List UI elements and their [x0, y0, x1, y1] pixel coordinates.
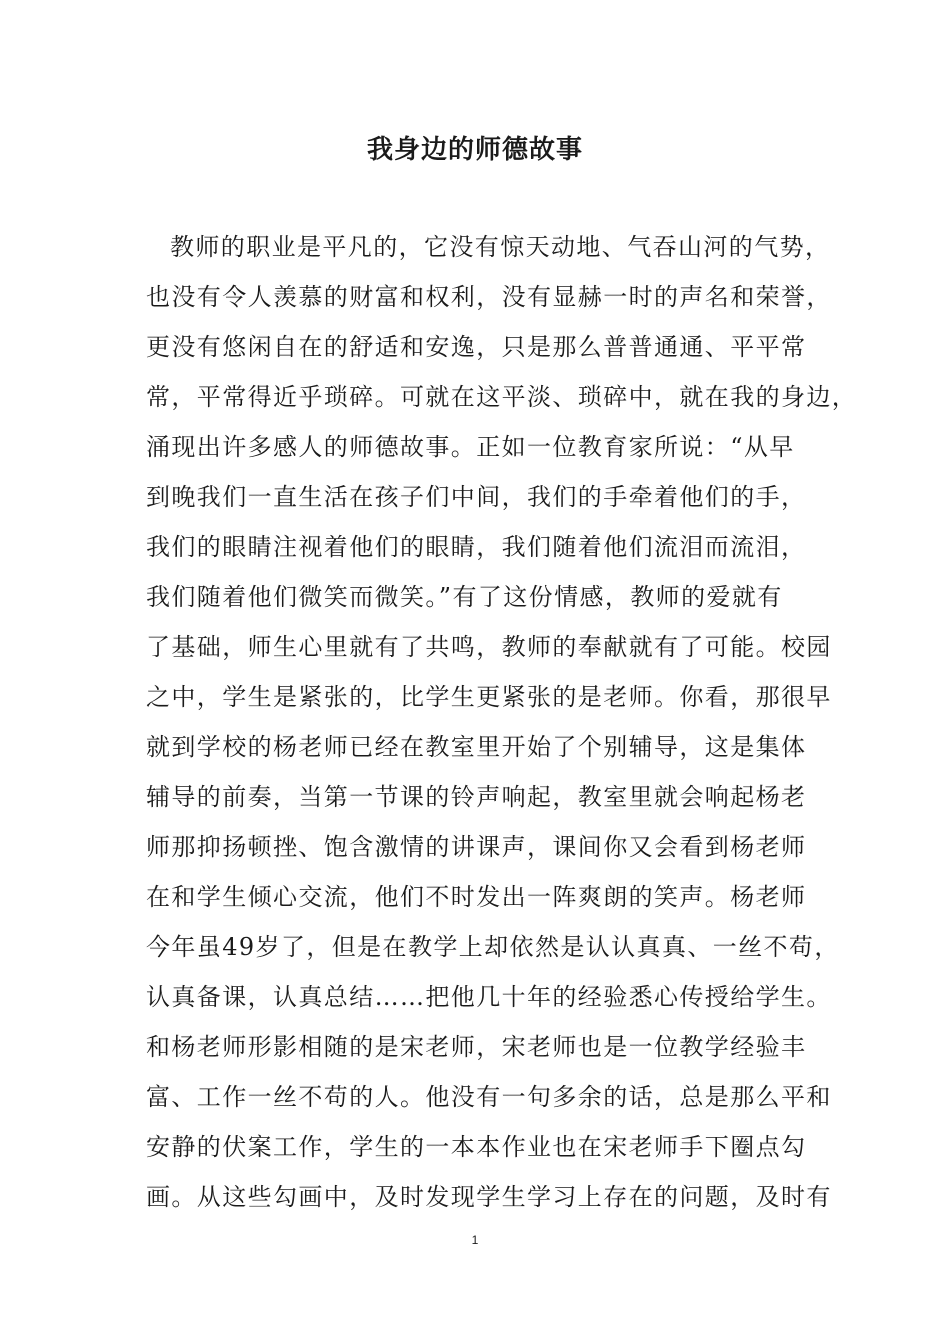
- paragraph-line-7: 我们的眼睛注视着他们的眼睛，我们随着他们流泪而流泪，: [146, 533, 807, 561]
- paragraph-line-16: 认真备课，认真总结……把他几十年的经验悉心传授给学生。: [146, 983, 832, 1011]
- paragraph-line-8: 我们随着他们微笑而微笑。”有了这份情感，教师的爱就有: [146, 583, 783, 611]
- paragraph-line-19: 安静的伏案工作，学生的一本本作业也在宋老师手下圈点勾: [146, 1133, 807, 1161]
- paragraph-line-1: 教师的职业是平凡的，它没有惊天动地、气吞山河的气势，: [170, 233, 831, 261]
- page-number: 1: [471, 1233, 479, 1247]
- paragraph-line-17: 和杨老师形影相随的是宋老师，宋老师也是一位教学经验丰: [146, 1033, 807, 1061]
- paragraph-line-11: 就到学校的杨老师已经在教室里开始了个别辅导，这是集体: [146, 733, 807, 761]
- paragraph-line-6: 到晚我们一直生活在孩子们中间，我们的手牵着他们的手，: [146, 483, 807, 511]
- paragraph-line-2: 也没有令人羡慕的财富和权利，没有显赫一时的声名和荣誉，: [146, 283, 832, 311]
- paragraph-line-14: 在和学生倾心交流，他们不时发出一阵爽朗的笑声。杨老师: [146, 883, 807, 911]
- paragraph-line-5: 涌现出许多感人的师德故事。正如一位教育家所说：“从早: [146, 433, 795, 461]
- document-body: [146, 222, 858, 1222]
- document-title: 我身边的师德故事: [366, 135, 583, 165]
- paragraph-line-18: 富、工作一丝不苟的人。他没有一句多余的话，总是那么平和: [146, 1083, 832, 1111]
- paragraph-line-13: 师那抑扬顿挫、饱含激情的讲课声，课间你又会看到杨老师: [146, 833, 807, 861]
- paragraph-line-20: 画。从这些勾画中，及时发现学生学习上存在的问题，及时有: [146, 1183, 832, 1211]
- paragraph-line-12: 辅导的前奏，当第一节课的铃声响起，教室里就会响起杨老: [146, 783, 807, 811]
- paragraph-line-4: 常，平常得近乎琐碎。可就在这平淡、琐碎中，就在我的身边，: [146, 383, 858, 411]
- paragraph-line-3: 更没有悠闲自在的舒适和安逸，只是那么普普通通、平平常: [146, 333, 807, 361]
- paragraph-line-10: 之中，学生是紧张的，比学生更紧张的是老师。你看，那很早: [146, 683, 832, 711]
- paragraph-line-9: 了基础，师生心里就有了共鸣，教师的奉献就有了可能。校园: [146, 633, 832, 661]
- paragraph-line-15: 今年虽49岁了，但是在教学上却依然是认认真真、一丝不苟，: [146, 933, 840, 961]
